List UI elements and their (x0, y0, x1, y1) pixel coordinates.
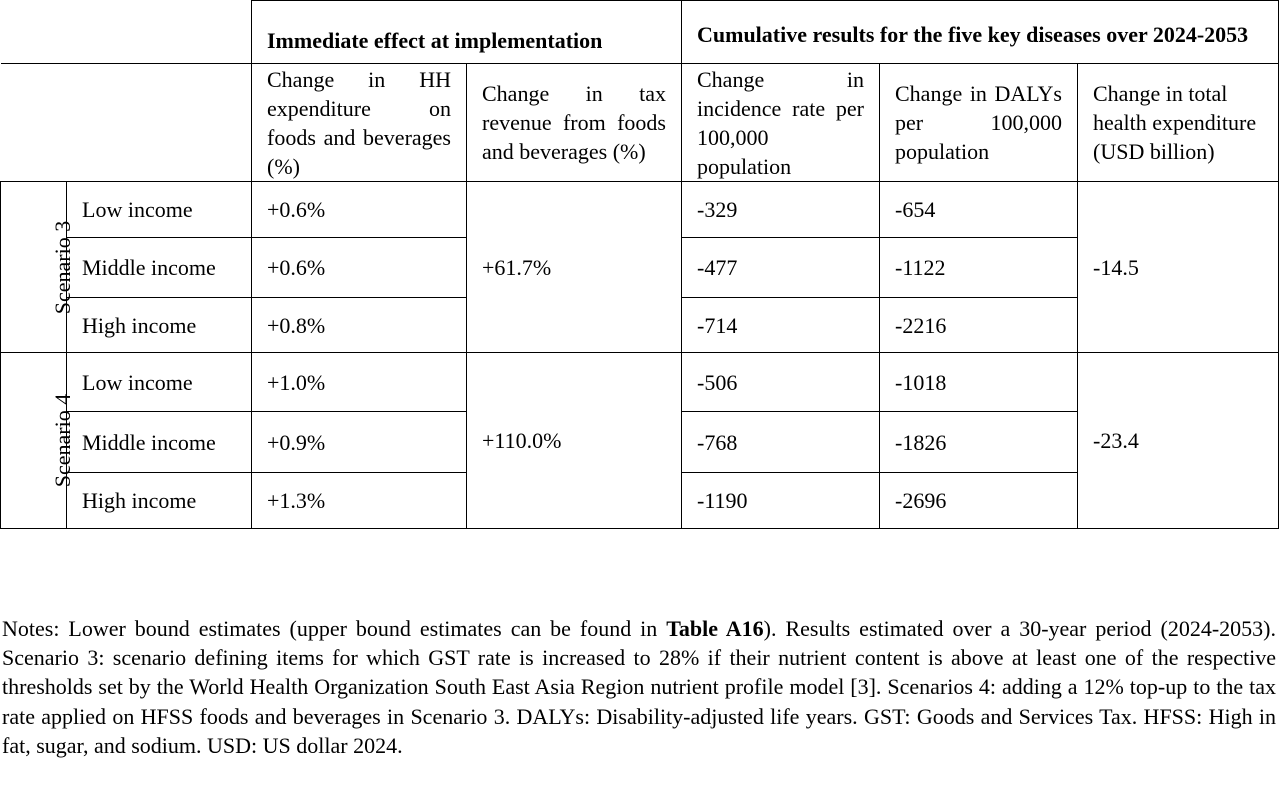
income-cell: High income (67, 473, 252, 529)
hh-change-cell: +0.9% (252, 412, 467, 473)
scenario-label-text: Scenario 3 (50, 220, 76, 314)
scenario-3-label (1, 182, 76, 353)
incidence-cell: -714 (682, 298, 880, 353)
incidence-cell: -768 (682, 412, 880, 473)
dalys-cell: -1826 (880, 412, 1078, 473)
incidence-cell: -506 (682, 353, 880, 412)
income-cell: Middle income (67, 238, 252, 298)
notes-text-part1: Notes: Lower bound estimates (upper bound estimates can be found in (2, 616, 667, 641)
tax-revenue-cell: +110.0% (467, 353, 682, 529)
cumulative-results-header: Cumulative results for the five key diseases over 2024-2053 (682, 1, 1279, 64)
incidence-cell: -1190 (682, 473, 880, 529)
scenario-label-text: Scenario 4 (50, 393, 76, 488)
incidence-rate-header: Change in incidence rate per 100,000 population (682, 64, 880, 182)
tax-revenue-cell: +61.7% (467, 182, 682, 353)
table-row (1, 182, 1279, 238)
health-expenditure-cell: -23.4 (1078, 353, 1279, 529)
incidence-cell: -329 (682, 182, 880, 238)
dalys-cell: -2696 (880, 473, 1078, 529)
empty-corner-cell (1, 1, 252, 64)
dalys-cell: -2216 (880, 298, 1078, 353)
health-expenditure-header: Change in total health expenditure (USD billion) (1078, 64, 1279, 182)
table-notes (2, 614, 1276, 760)
hh-change-cell: +0.6% (252, 182, 467, 238)
table-row (1, 353, 1279, 412)
health-expenditure-cell: -14.5 (1078, 182, 1279, 353)
scenario-4-label (1, 353, 76, 529)
hh-change-cell: +0.8% (252, 298, 467, 353)
income-cell: Middle income (67, 412, 252, 473)
dalys-cell: -1122 (880, 238, 1078, 298)
income-cell: Low income (67, 182, 252, 238)
dalys-cell: -654 (880, 182, 1078, 238)
empty-corner-cell (1, 64, 252, 182)
hh-change-cell: +1.0% (252, 353, 467, 412)
income-cell: Low income (67, 353, 252, 412)
hh-change-cell: +0.6% (252, 238, 467, 298)
notes-text-part2: ). Results estimated over a 30-year period (2024-2053). Scenario 3: scenario defining items for which GST rate is increased to 28% if their nutrient content is above at least one of the respective thresholds set by the World Health Organization South East Asia Region nutrient profile model [3]. Scenarios 4: adding a 12% top-up to the tax rate applied on HFSS foods and beverages in Scenario 3. DALYs: Disability-adjusted life years. GST: Goods and Services Tax. HFSS: High in fat, sugar, and sodium. USD: US dollar 2024. (2, 616, 1276, 758)
group-header-row (1, 1, 1279, 64)
tax-revenue-header: Change in tax revenue from foods and beverages (%) (467, 64, 682, 182)
hh-change-cell: +1.3% (252, 473, 467, 529)
immediate-effect-header: Immediate effect at implementation (252, 1, 682, 64)
column-header-row (1, 64, 1279, 182)
dalys-cell: -1018 (880, 353, 1078, 412)
hh-expenditure-header: Change in HH expenditure on foods and beverages (%) (252, 64, 467, 182)
income-cell: High income (67, 298, 252, 353)
table-a16-reference: Table A16 (666, 616, 764, 641)
incidence-cell: -477 (682, 238, 880, 298)
dalys-header: Change in DALYs per 100,000 population (880, 64, 1078, 182)
